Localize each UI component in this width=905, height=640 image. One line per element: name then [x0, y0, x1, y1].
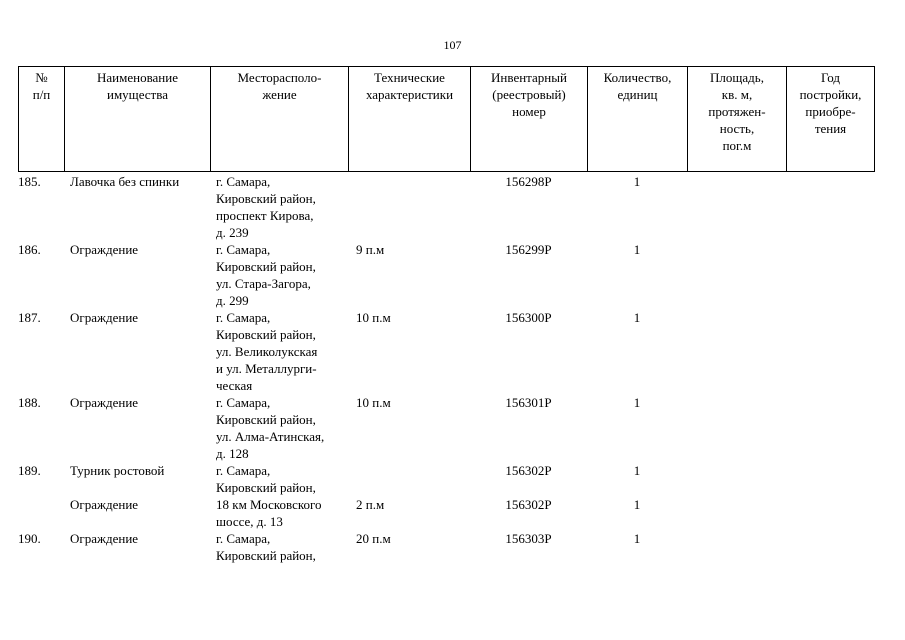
- row-name: Ограждение: [70, 395, 139, 410]
- row-location: 18 км Московского шоссе, д. 13: [216, 497, 322, 529]
- row-name: Ограждение: [70, 310, 139, 325]
- row-tech: [348, 173, 470, 241]
- row-tech: 2 п.м: [356, 497, 385, 512]
- row-quantity: 1: [633, 242, 641, 257]
- row-name: Турник ростовой: [70, 463, 165, 478]
- row-inventory: 156303Р: [505, 531, 552, 546]
- table-row: [18, 309, 874, 394]
- row-name: Лавочка без спинки: [70, 174, 180, 189]
- row-tech: 9 п.м: [356, 242, 385, 257]
- row-inventory: 156301Р: [505, 395, 552, 410]
- header-area: Площадь, кв. м, протяжен- ность, пог.м: [688, 67, 787, 172]
- row-number: 185.: [18, 174, 41, 189]
- row-location: г. Самара, Кировский район, проспект Кирова, д. 239: [216, 174, 316, 240]
- row-year: [786, 394, 874, 462]
- table-row: [18, 496, 874, 530]
- row-area: [687, 173, 786, 241]
- row-inventory: 156299Р: [505, 242, 552, 257]
- row-inventory: 156298Р: [505, 174, 552, 189]
- page-number: 107: [443, 38, 462, 52]
- row-location: г. Самара, Кировский район,: [216, 531, 316, 563]
- row-quantity: 1: [633, 463, 641, 478]
- row-inventory: 156302Р: [505, 463, 552, 478]
- row-number: 187.: [18, 310, 41, 325]
- table-row: [18, 173, 874, 241]
- table-row: [18, 462, 874, 496]
- row-number: 189.: [18, 463, 41, 478]
- header-quantity: Количество, единиц: [588, 67, 688, 172]
- header-location: Месторасполо- жение: [211, 67, 349, 172]
- header-tech: Технические характеристики: [349, 67, 471, 172]
- row-number: 190.: [18, 531, 41, 546]
- row-inventory: 156300Р: [505, 310, 552, 325]
- header-name: Наименование имущества: [65, 67, 211, 172]
- row-inventory: 156302Р: [505, 497, 552, 512]
- row-area: [687, 241, 786, 309]
- row-number: [18, 496, 64, 530]
- table-row: [18, 241, 874, 309]
- row-quantity: 1: [633, 531, 641, 546]
- row-location: г. Самара, Кировский район, ул. Великолукская и ул. Металлурги- ческая: [216, 310, 318, 393]
- row-area: [687, 309, 786, 394]
- row-name: Ограждение: [70, 531, 139, 546]
- table-body: [18, 173, 874, 564]
- row-tech: 10 п.м: [356, 310, 391, 325]
- header-number: № п/п: [19, 67, 65, 172]
- row-quantity: 1: [633, 497, 641, 512]
- row-tech: 20 п.м: [356, 531, 391, 546]
- table-row: [18, 394, 874, 462]
- row-year: [786, 530, 874, 564]
- row-year: [786, 496, 874, 530]
- row-year: [786, 173, 874, 241]
- row-tech: [348, 462, 470, 496]
- row-location: г. Самара, Кировский район, ул. Алма-Атинская, д. 128: [216, 395, 325, 461]
- row-area: [687, 496, 786, 530]
- row-number: 186.: [18, 242, 41, 257]
- row-number: 188.: [18, 395, 41, 410]
- row-tech: 10 п.м: [356, 395, 391, 410]
- row-location: г. Самара, Кировский район,: [216, 463, 316, 495]
- row-quantity: 1: [633, 174, 641, 189]
- row-name: Ограждение: [70, 242, 139, 257]
- table-row: [18, 530, 874, 564]
- row-area: [687, 530, 786, 564]
- row-area: [687, 462, 786, 496]
- header-inventory: Инвентарный (реестровый) номер: [471, 67, 588, 172]
- row-year: [786, 462, 874, 496]
- table-header: [18, 66, 875, 172]
- row-name: Ограждение: [70, 497, 139, 512]
- row-area: [687, 394, 786, 462]
- header-year: Год постройки, приобре- тения: [787, 67, 875, 172]
- row-location: г. Самара, Кировский район, ул. Стара-Загора, д. 299: [216, 242, 316, 308]
- row-quantity: 1: [633, 310, 641, 325]
- row-year: [786, 241, 874, 309]
- row-year: [786, 309, 874, 394]
- row-quantity: 1: [633, 395, 641, 410]
